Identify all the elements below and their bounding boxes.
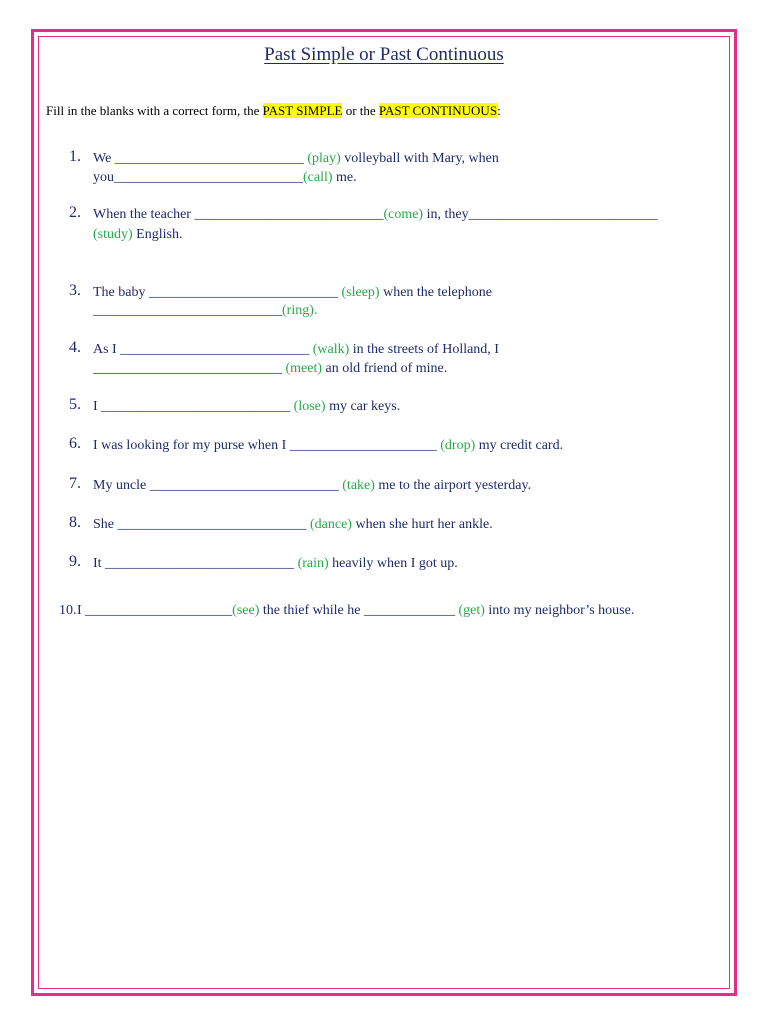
- verb-hint: (study): [93, 227, 133, 242]
- item-line-1: [93, 556, 458, 572]
- item-number: 2.: [69, 204, 81, 221]
- item-number: 1.: [69, 148, 81, 165]
- sentence-text: ___________________________: [93, 303, 282, 318]
- sentence-text: The baby ___________________________: [93, 285, 342, 300]
- verb-hint: (rain): [297, 556, 329, 571]
- sentence-text: my credit card.: [475, 438, 564, 453]
- sentence-text: ___________________________: [93, 361, 286, 376]
- sentence-text: me to the airport yesterday.: [374, 478, 532, 493]
- worksheet-title: Past Simple or Past Continuous: [264, 44, 504, 65]
- item-line-2: [93, 227, 182, 243]
- sentence-text: heavily when I got up.: [328, 556, 458, 571]
- verb-hint: (sleep): [341, 285, 380, 300]
- item-line-1: [93, 517, 493, 533]
- item-line-1: [93, 207, 658, 223]
- sentence-text: When the teacher ___________________________: [93, 207, 384, 222]
- sentence-text: She ___________________________: [93, 517, 310, 532]
- sentence-text: My uncle ___________________________: [93, 478, 343, 493]
- sentence-text: I was looking for my purse when I _____________________: [93, 438, 441, 453]
- verb-hint: (get): [458, 603, 485, 618]
- item-number: 8.: [69, 514, 81, 531]
- item-line-1: [93, 342, 499, 358]
- item-line-2: [93, 303, 317, 319]
- verb-hint: (meet): [285, 361, 323, 376]
- verb-hint: (see): [232, 603, 260, 618]
- item-line-1: [93, 399, 400, 415]
- item-number: 6.: [69, 435, 81, 452]
- sentence-text: We ___________________________: [93, 151, 308, 166]
- sentence-text: I ___________________________: [93, 399, 294, 414]
- instructions-suffix: :: [497, 103, 501, 118]
- instructions: [46, 103, 501, 119]
- sentence-text: the thief while he _____________: [259, 603, 459, 618]
- verb-hint: (lose): [293, 399, 326, 414]
- item-number: 9.: [69, 553, 81, 570]
- sentence-text: I _____________________: [77, 603, 233, 618]
- item-number: 5.: [69, 396, 81, 413]
- sentence-text: when the telephone: [379, 285, 492, 300]
- item-line-1: [77, 603, 634, 619]
- sentence-text: volleyball with Mary, when: [340, 151, 499, 166]
- sentence-text: an old friend of mine.: [322, 361, 448, 376]
- verb-hint: (ring).: [282, 303, 318, 318]
- instructions-mid: or the: [342, 103, 379, 118]
- sentence-text: in, they___________________________: [423, 207, 658, 222]
- sentence-text: when she hurt her ankle.: [351, 517, 493, 532]
- item-number: 3.: [69, 282, 81, 299]
- verb-hint: (call): [303, 170, 333, 185]
- item-line-2: [93, 170, 357, 186]
- item-line-1: [93, 285, 492, 301]
- sentence-text: It ___________________________: [93, 556, 298, 571]
- verb-hint: (walk): [312, 342, 350, 357]
- verb-hint: (dance): [310, 517, 352, 532]
- verb-hint: (take): [342, 478, 375, 493]
- item-number: 4.: [69, 339, 81, 356]
- sentence-text: As I ___________________________: [93, 342, 313, 357]
- instructions-prefix: Fill in the blanks with a correct form, the: [46, 103, 263, 118]
- item-line-1: [93, 478, 531, 494]
- sentence-text: me.: [332, 170, 357, 185]
- item-number: 7.: [69, 475, 81, 492]
- sentence-text: into my neighbor’s house.: [484, 603, 635, 618]
- verb-hint: (play): [307, 151, 341, 166]
- highlight-past-continuous: PAST CONTINUOUS: [378, 103, 498, 118]
- sentence-text: English.: [132, 227, 183, 242]
- sentence-text: you___________________________: [93, 170, 303, 185]
- sentence-text: in the streets of Holland, I: [349, 342, 499, 357]
- item-line-2: [93, 361, 447, 377]
- highlight-past-simple: PAST SIMPLE: [262, 103, 343, 118]
- item-number: 10.: [59, 603, 77, 618]
- verb-hint: (drop): [440, 438, 476, 453]
- item-line-1: [93, 151, 499, 167]
- verb-hint: (come): [383, 207, 424, 222]
- item-line-1: [93, 438, 563, 454]
- sentence-text: my car keys.: [325, 399, 401, 414]
